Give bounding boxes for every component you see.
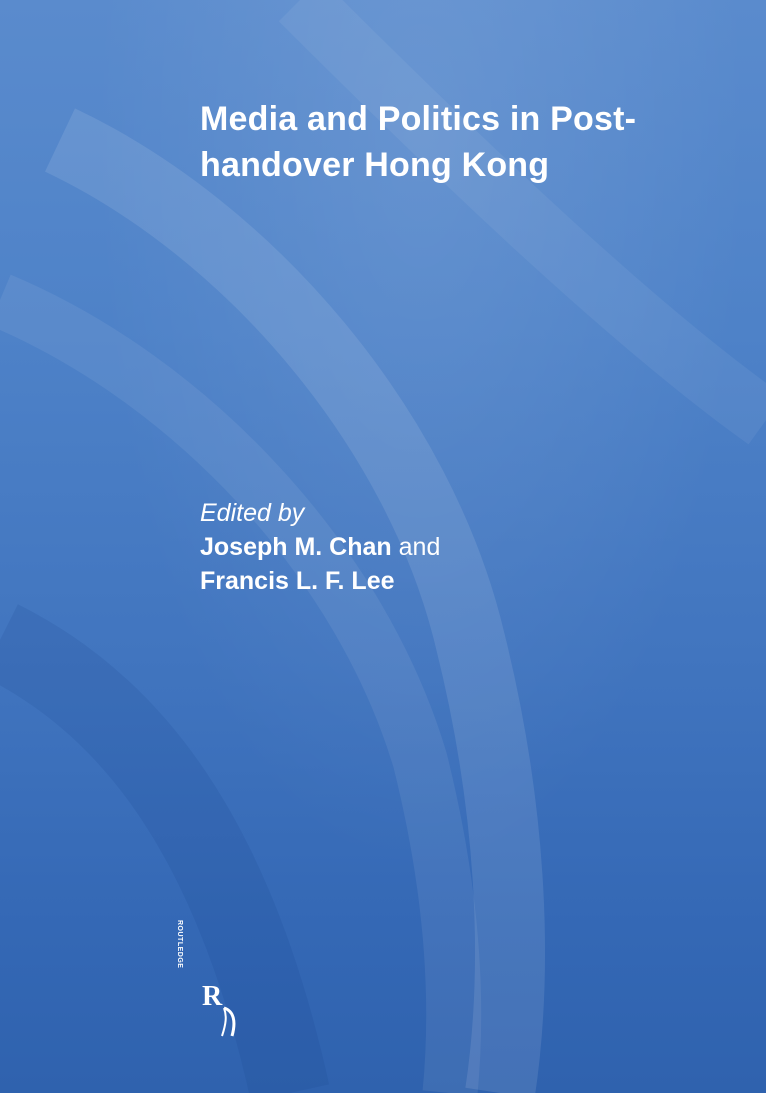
editor-line-1 [200,530,720,564]
routledge-logo-icon [176,920,240,1038]
editor-conjunction: and [398,533,441,561]
publisher-logo-letter: R [202,981,223,1012]
publisher-logo-text: ROUTLEDGE [176,920,183,969]
editors-block [200,496,720,598]
editor-name-1: Joseph M. Chan [200,533,392,561]
editor-name-2: Francis L. F. Lee [200,567,395,595]
book-title: Media and Politics in Post-handover Hong Kong [200,100,637,184]
edited-by-label: Edited by [200,499,305,527]
